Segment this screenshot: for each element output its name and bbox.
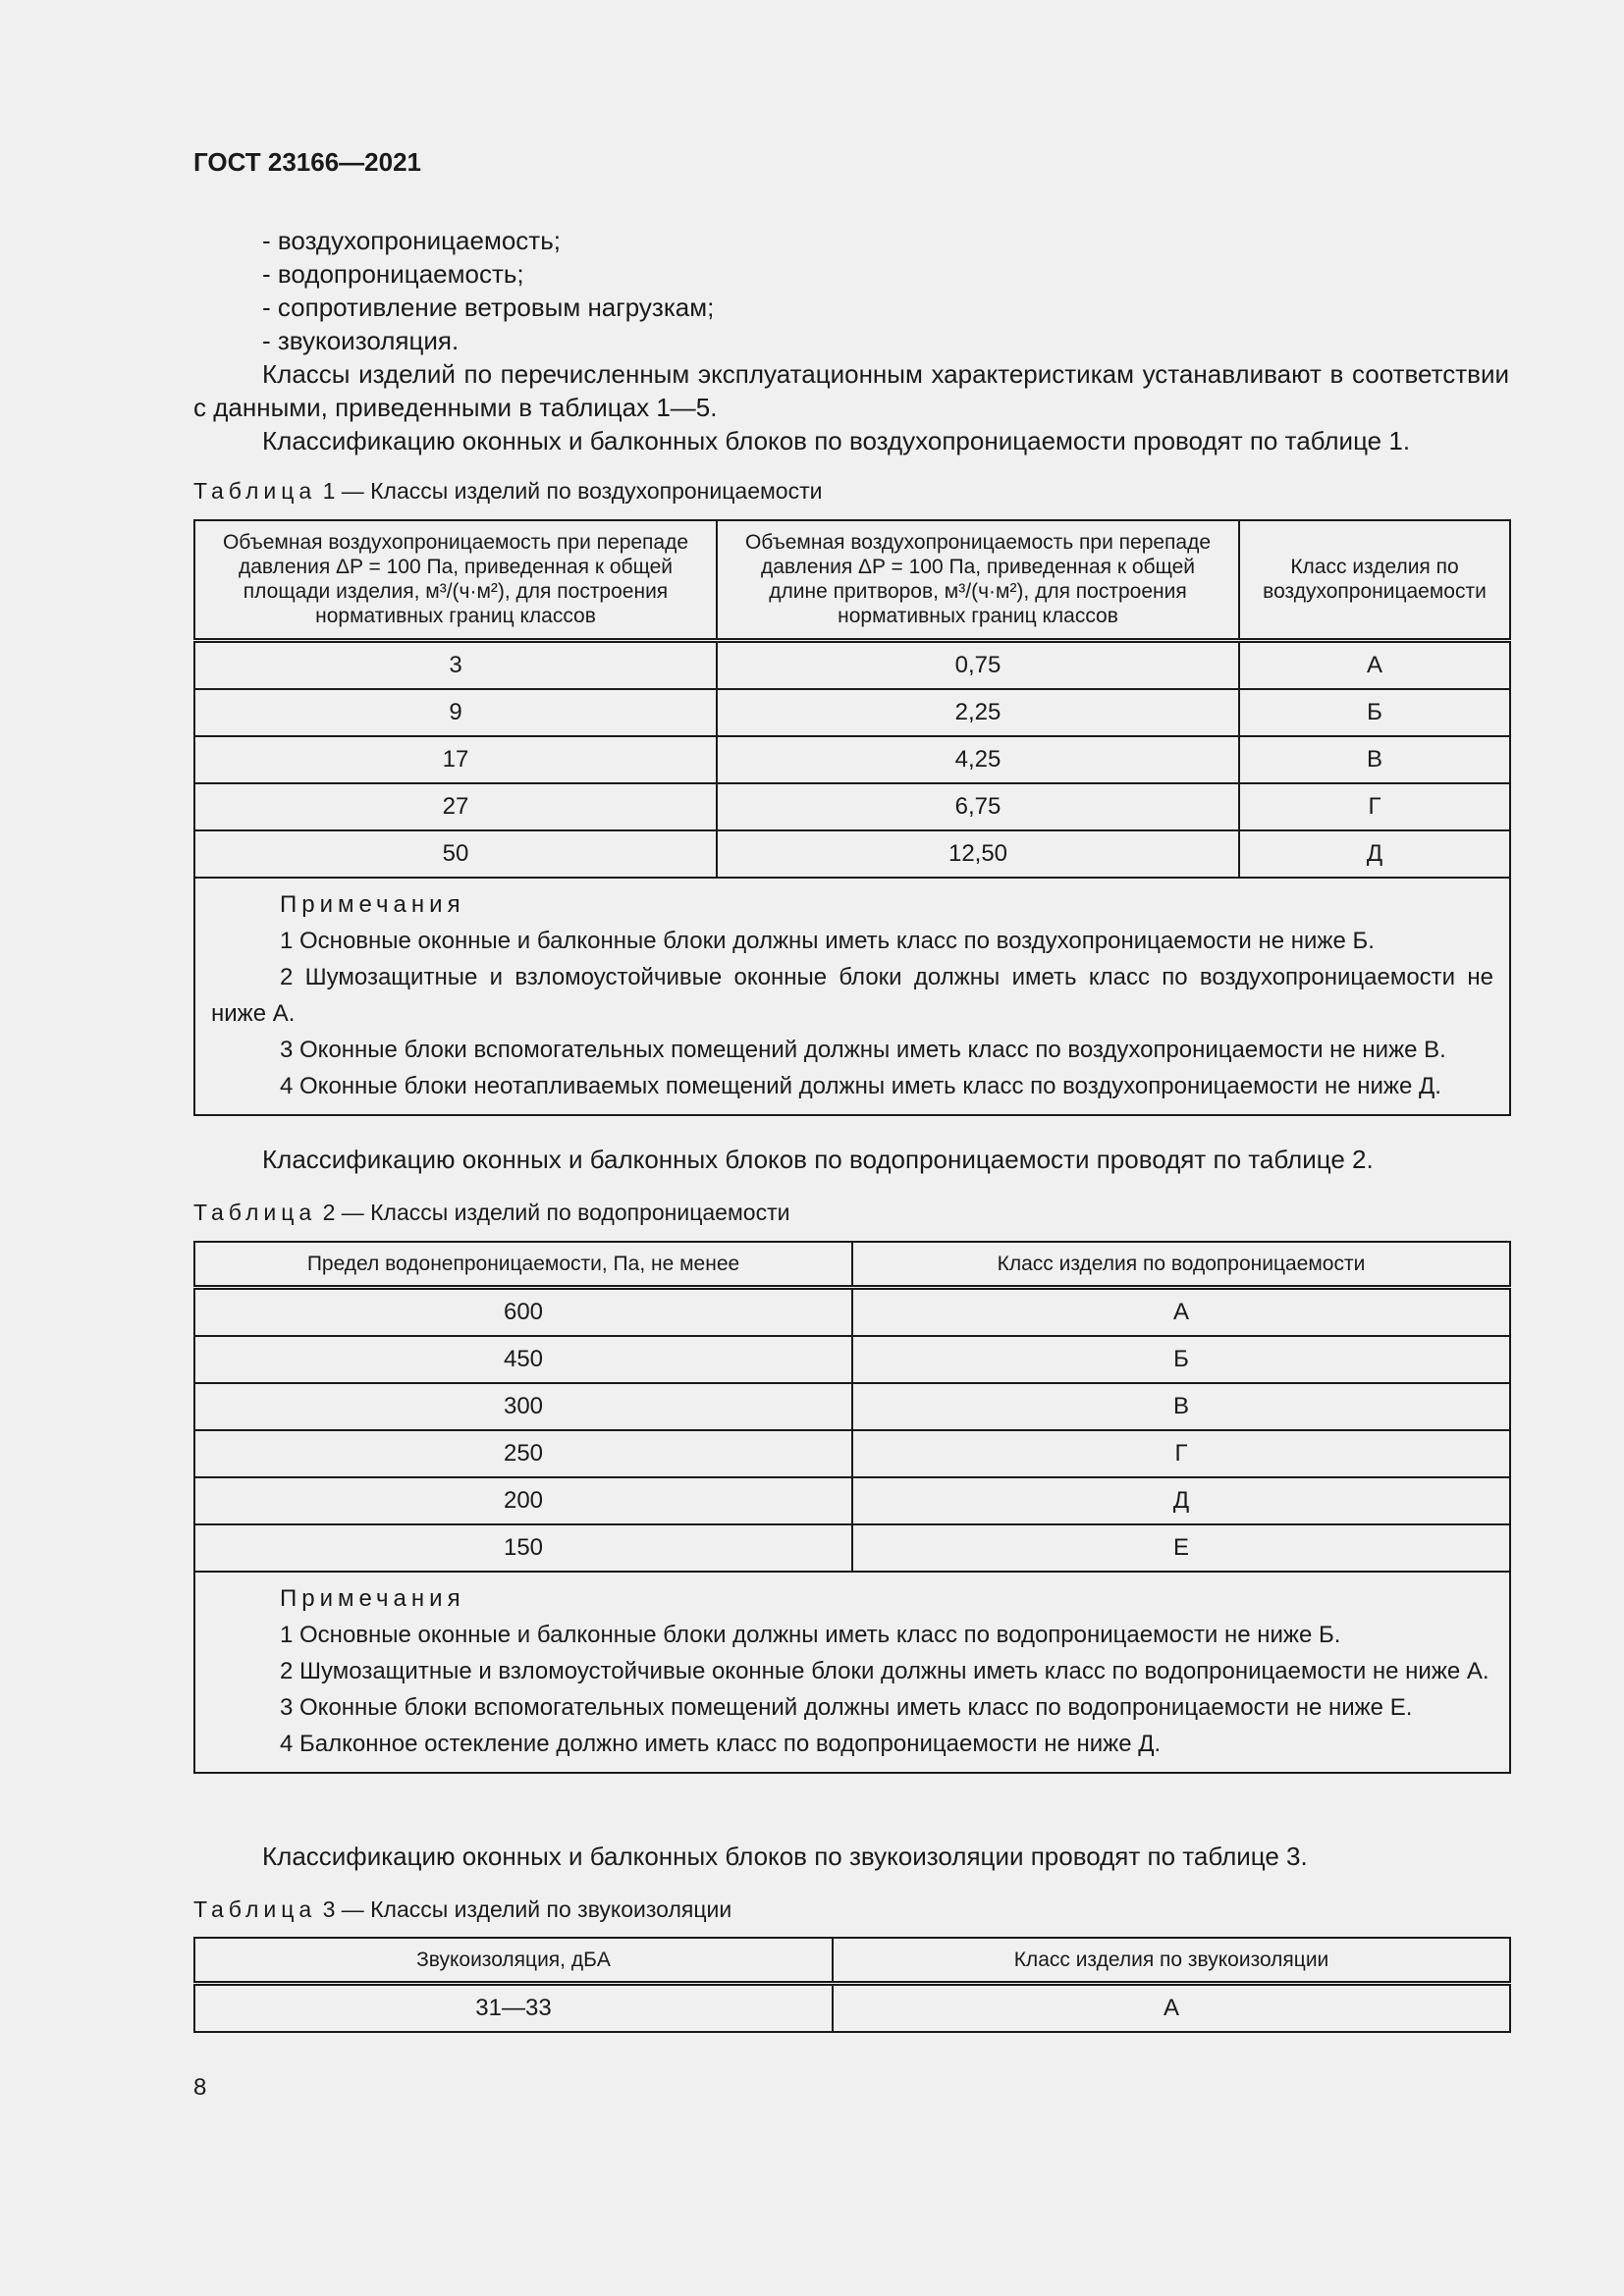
paragraph-table3-intro: Классификацию оконных и балконных блоков по звукоизоляции проводят по таблице 3. [262, 1842, 1308, 1871]
table1-header-class: Класс изделия по воздухопроницаемости [1239, 520, 1510, 640]
list-item: - звукоизоляция. [262, 326, 460, 355]
note: 4 Балконное остекление должно иметь класс по водопроницаемости не ниже Д. [280, 1730, 1162, 1757]
table-row: 600 А [194, 1287, 1510, 1336]
page-number: 8 [193, 2074, 207, 2101]
table2-header-class: Класс изделия по водопроницаемости [852, 1242, 1510, 1287]
notes-title: Примечания [280, 890, 465, 918]
table-row: 27 6,75 Г [194, 783, 1510, 830]
table3-sound-insulation [193, 1937, 1511, 2033]
table1-header-area: Объемная воздухопроницаемость при перепаде давления ΔP = 100 Па, приведенная к общей площади изделия, м³/(ч·м²), для построения нормативных границ классов [194, 520, 717, 640]
table2-caption: Таблица 2 — Классы изделий по водопроницаемости [193, 1200, 790, 1225]
note: 2 Шумозащитные и взломоустойчивые оконные блоки должны иметь класс по водопроницаемости не ниже А. [280, 1657, 1489, 1684]
table3-header-class: Класс изделия по звукоизоляции [833, 1938, 1510, 1983]
list-item: - сопротивление ветровым нагрузкам; [262, 293, 715, 322]
table2-notes [194, 1572, 1510, 1773]
paragraph-classes: Классы изделий по перечисленным эксплуатационным характеристикам устанавливают в соответствии с данными, приведенными в таблицах 1—5. [193, 359, 1509, 422]
table-row: 200 Д [194, 1477, 1510, 1524]
table3-caption: Таблица 3 — Классы изделий по звукоизоляции [193, 1896, 732, 1922]
table-row: 17 4,25 В [194, 736, 1510, 783]
note: 1 Основные оконные и балконные блоки должны иметь класс по воздухопроницаемости не ниже Б. [280, 927, 1375, 954]
table-row: 150 Е [194, 1524, 1510, 1572]
table-row: 3 0,75 А [194, 640, 1510, 689]
paragraph-table2-intro: Классификацию оконных и балконных блоков по водопроницаемости проводят по таблице 2. [262, 1145, 1374, 1174]
table-row: 50 12,50 Д [194, 830, 1510, 878]
document-header: ГОСТ 23166—2021 [193, 147, 421, 177]
table1-caption: Таблица 1 — Классы изделий по воздухопроницаемости [193, 478, 823, 504]
note: 4 Оконные блоки неотапливаемых помещений должны иметь класс по воздухопроницаемости не ниже Д. [280, 1072, 1441, 1099]
table-row: 450 Б [194, 1336, 1510, 1383]
paragraph-table1-intro: Классификацию оконных и балконных блоков по воздухопроницаемости проводят по таблице 1. [262, 426, 1411, 455]
table-row: 9 2,25 Б [194, 689, 1510, 736]
note: 3 Оконные блоки вспомогательных помещений должны иметь класс по воздухопроницаемости не ниже В. [280, 1036, 1446, 1063]
characteristics-list [193, 224, 1509, 357]
table1-header-length: Объемная воздухопроницаемость при перепаде давления ΔP = 100 Па, приведенная к общей длине притворов, м³/(ч·м²), для построения нормативных границ классов [717, 520, 1239, 640]
table-row: 300 В [194, 1383, 1510, 1430]
table-row: 250 Г [194, 1430, 1510, 1477]
table2-header-limit: Предел водонепроницаемости, Па, не менее [194, 1242, 852, 1287]
table-row: 31—33 А [194, 1983, 1510, 2032]
note: 3 Оконные блоки вспомогательных помещений должны иметь класс по водопроницаемости не ниже Е. [280, 1693, 1413, 1721]
table1-air-permeability [193, 519, 1511, 1116]
notes-title: Примечания [280, 1584, 465, 1612]
note: 2 Шумозащитные и взломоустойчивые оконные блоки должны иметь класс по воздухопроницаемости не ниже А. [211, 963, 1493, 1027]
table3-header-insulation: Звукоизоляция, дБA [194, 1938, 833, 1983]
note: 1 Основные оконные и балконные блоки должны иметь класс по водопроницаемости не ниже Б. [280, 1621, 1341, 1648]
list-item: - водопроницаемость; [262, 259, 524, 289]
table2-water-permeability [193, 1241, 1511, 1774]
table1-notes [194, 878, 1510, 1115]
list-item: - воздухопроницаемость; [262, 226, 561, 255]
